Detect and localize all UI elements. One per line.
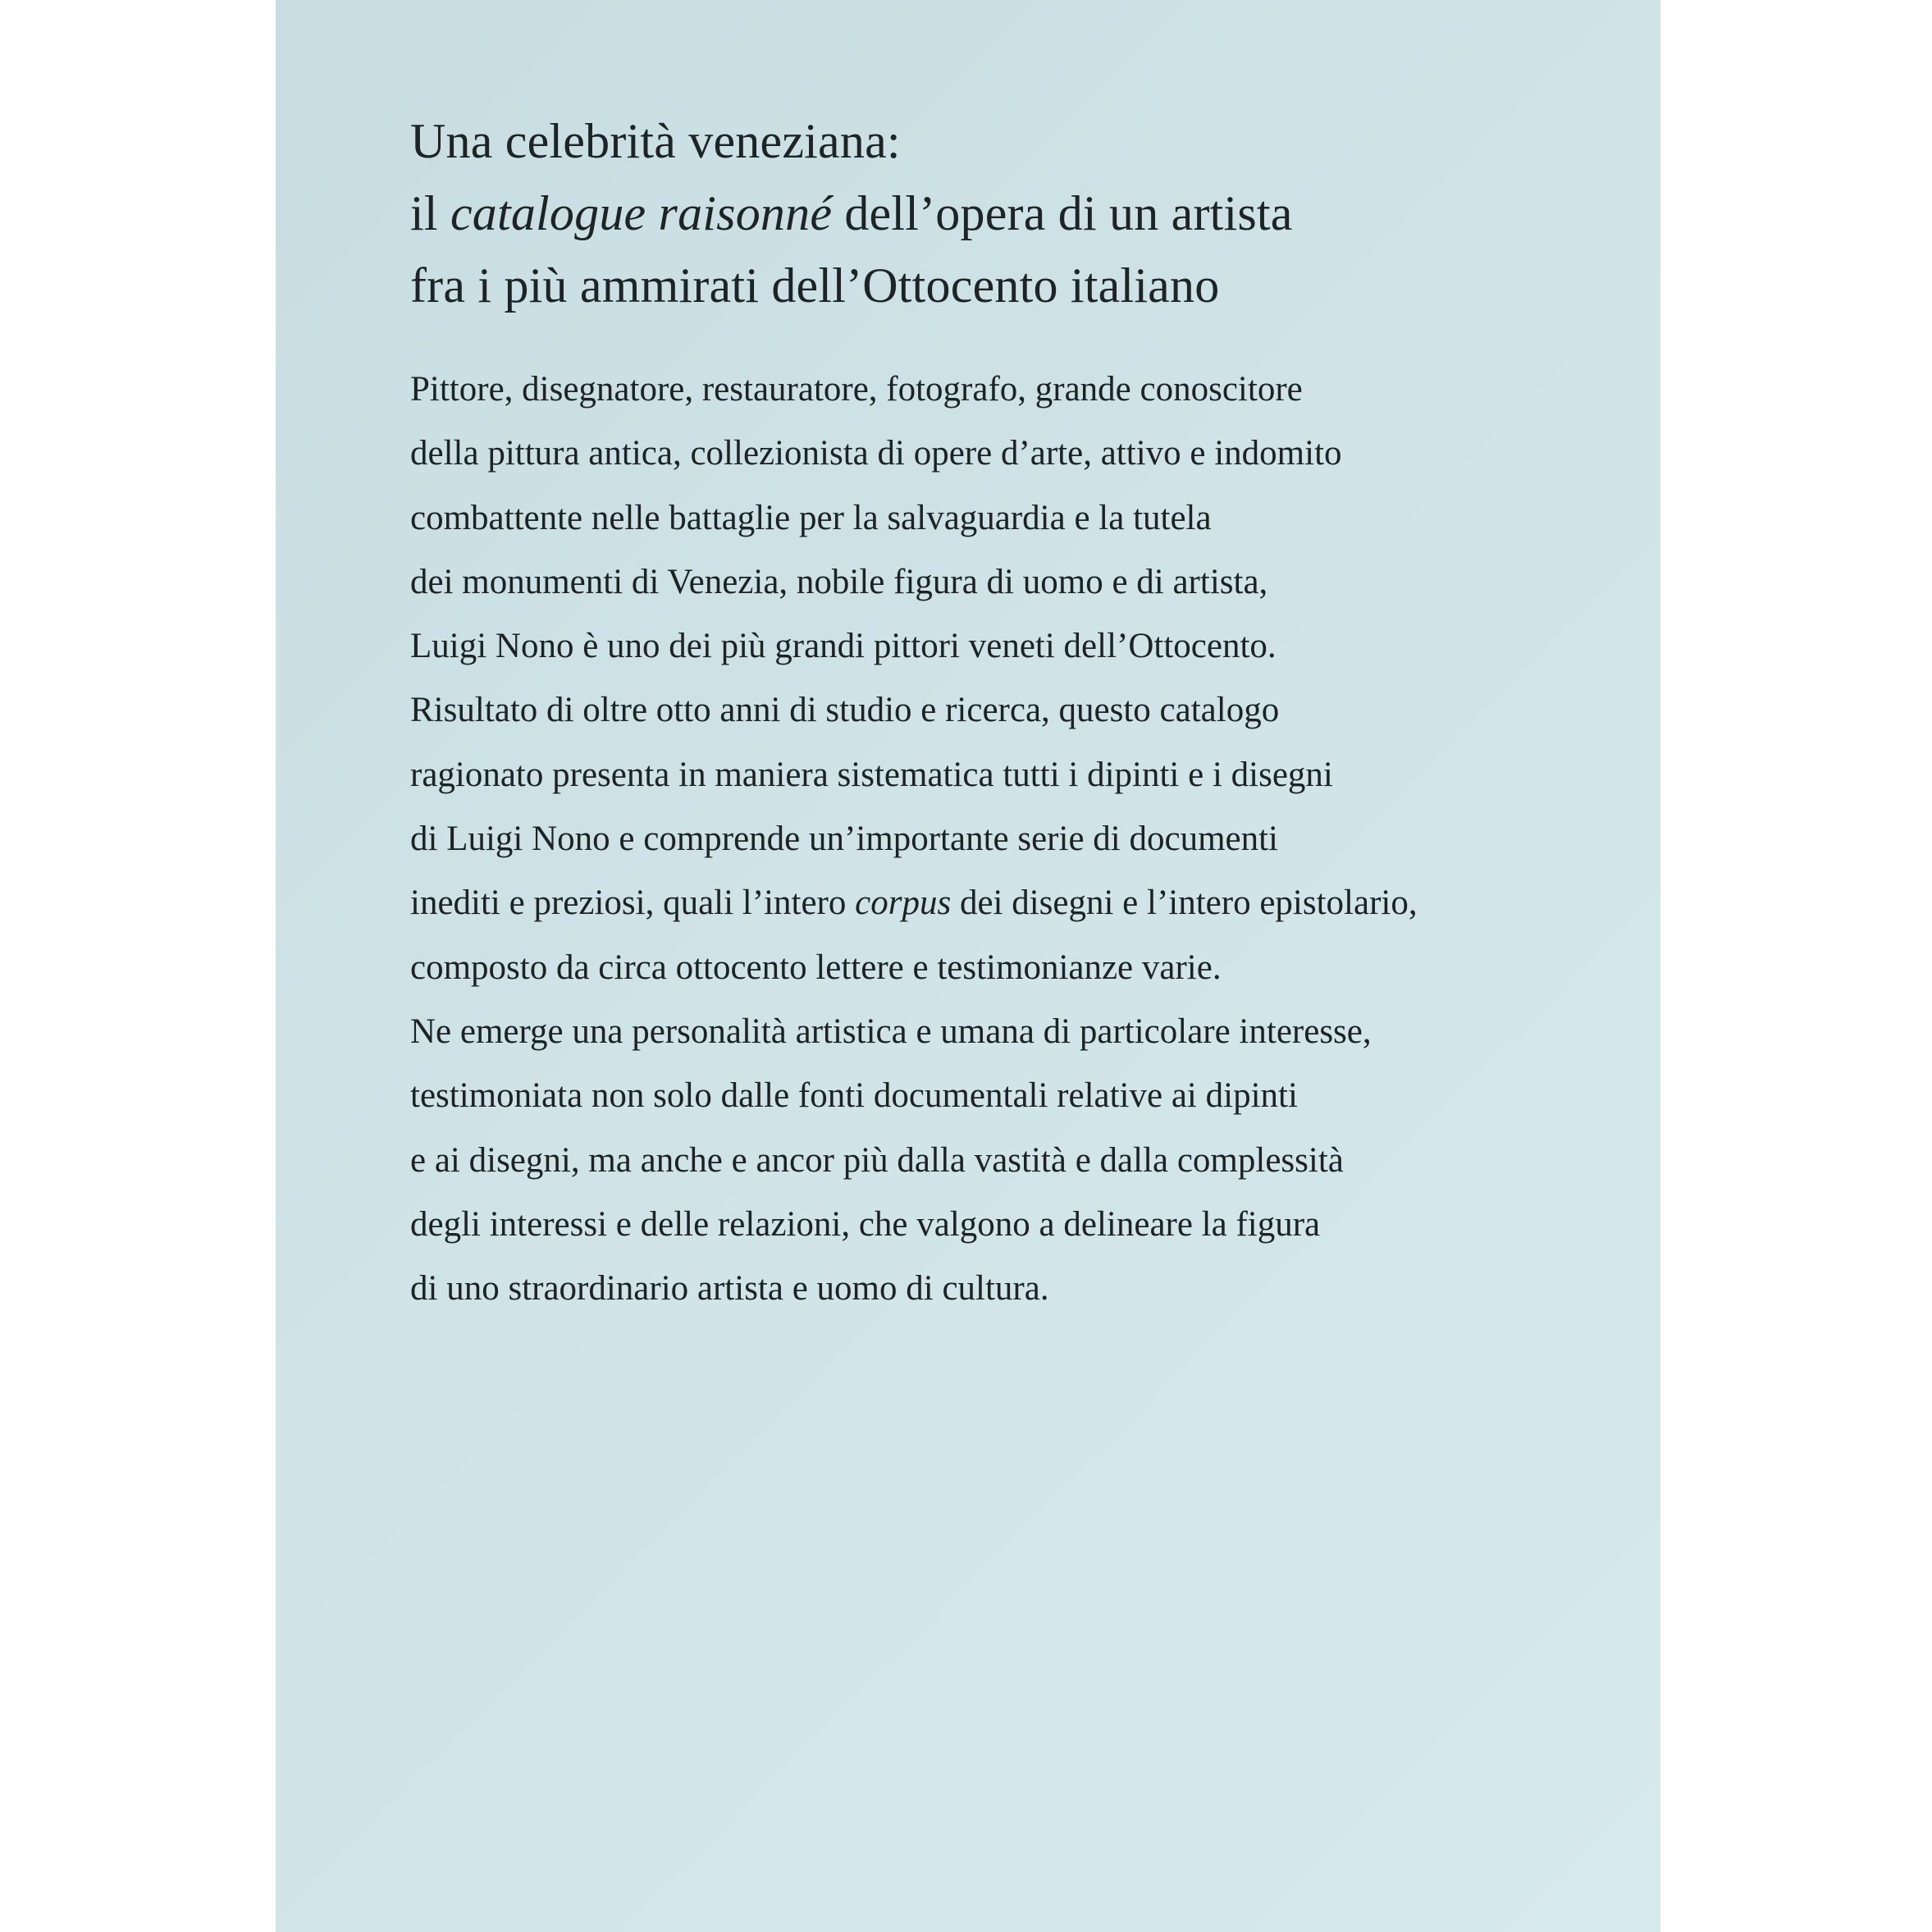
heading-line-2-prefix: il [410,186,450,240]
body-line-2: della pittura antica, collezionista di opere d’arte, attivo e indomito [410,434,1342,473]
body-italic-term: corpus [855,884,952,923]
heading-line-1: Una celebrità veneziana: [410,114,901,168]
heading-line-3: fra i più ammirati dell’Ottocento italiano [410,258,1220,313]
body-line-4: dei monumenti di Venezia, nobile figura di uomo e di artista, [410,562,1268,601]
heading-line-2 [410,177,1641,249]
body-line-9-suffix: dei disegni e l’intero epistolario, [951,884,1418,923]
body-line-12: testimoniata non solo dalle fonti documentali relative ai dipinti [410,1076,1298,1116]
body-line-8: di Luigi Nono e comprende un’importante serie di documenti [410,820,1278,859]
cover-heading [410,105,1641,322]
book-back-cover [276,0,1660,1932]
body-line-7: ragionato presenta in maniera sistematica tutti i dipinti e i disegni [410,755,1333,794]
body-line-3: combattente nelle battaglie per la salvaguardia e la tutela [410,498,1212,537]
body-line-14: degli interessi e delle relazioni, che valgono a delineare la figura [410,1204,1321,1244]
body-line-10: composto da circa ottocento lettere e testimonianze varie. [410,948,1222,987]
body-line-15: di uno straordinario artista e uomo di cultura. [410,1269,1049,1309]
cover-body-text [410,358,1641,1321]
heading-italic-term: catalogue raisonné [450,186,833,240]
body-line-13: e ai disegni, ma anche e ancor più dalla vastità e dalla complessità [410,1140,1344,1180]
cover-text-block [410,105,1641,1321]
body-line-5: Luigi Nono è uno dei più grandi pittori veneti dell’Ottocento. [410,627,1277,666]
body-line-1: Pittore, disegnatore, restauratore, fotografo, grande conoscitore [410,370,1303,409]
body-line-9 [410,871,1641,935]
body-line-9-prefix: inediti e preziosi, quali l’intero [410,884,856,923]
heading-line-2-suffix: dell’opera di un artista [832,186,1293,240]
body-line-6: Risultato di oltre otto anni di studio e ricerca, questo catalogo [410,691,1280,730]
body-line-11: Ne emerge una personalità artistica e umana di particolare interesse, [410,1012,1372,1051]
